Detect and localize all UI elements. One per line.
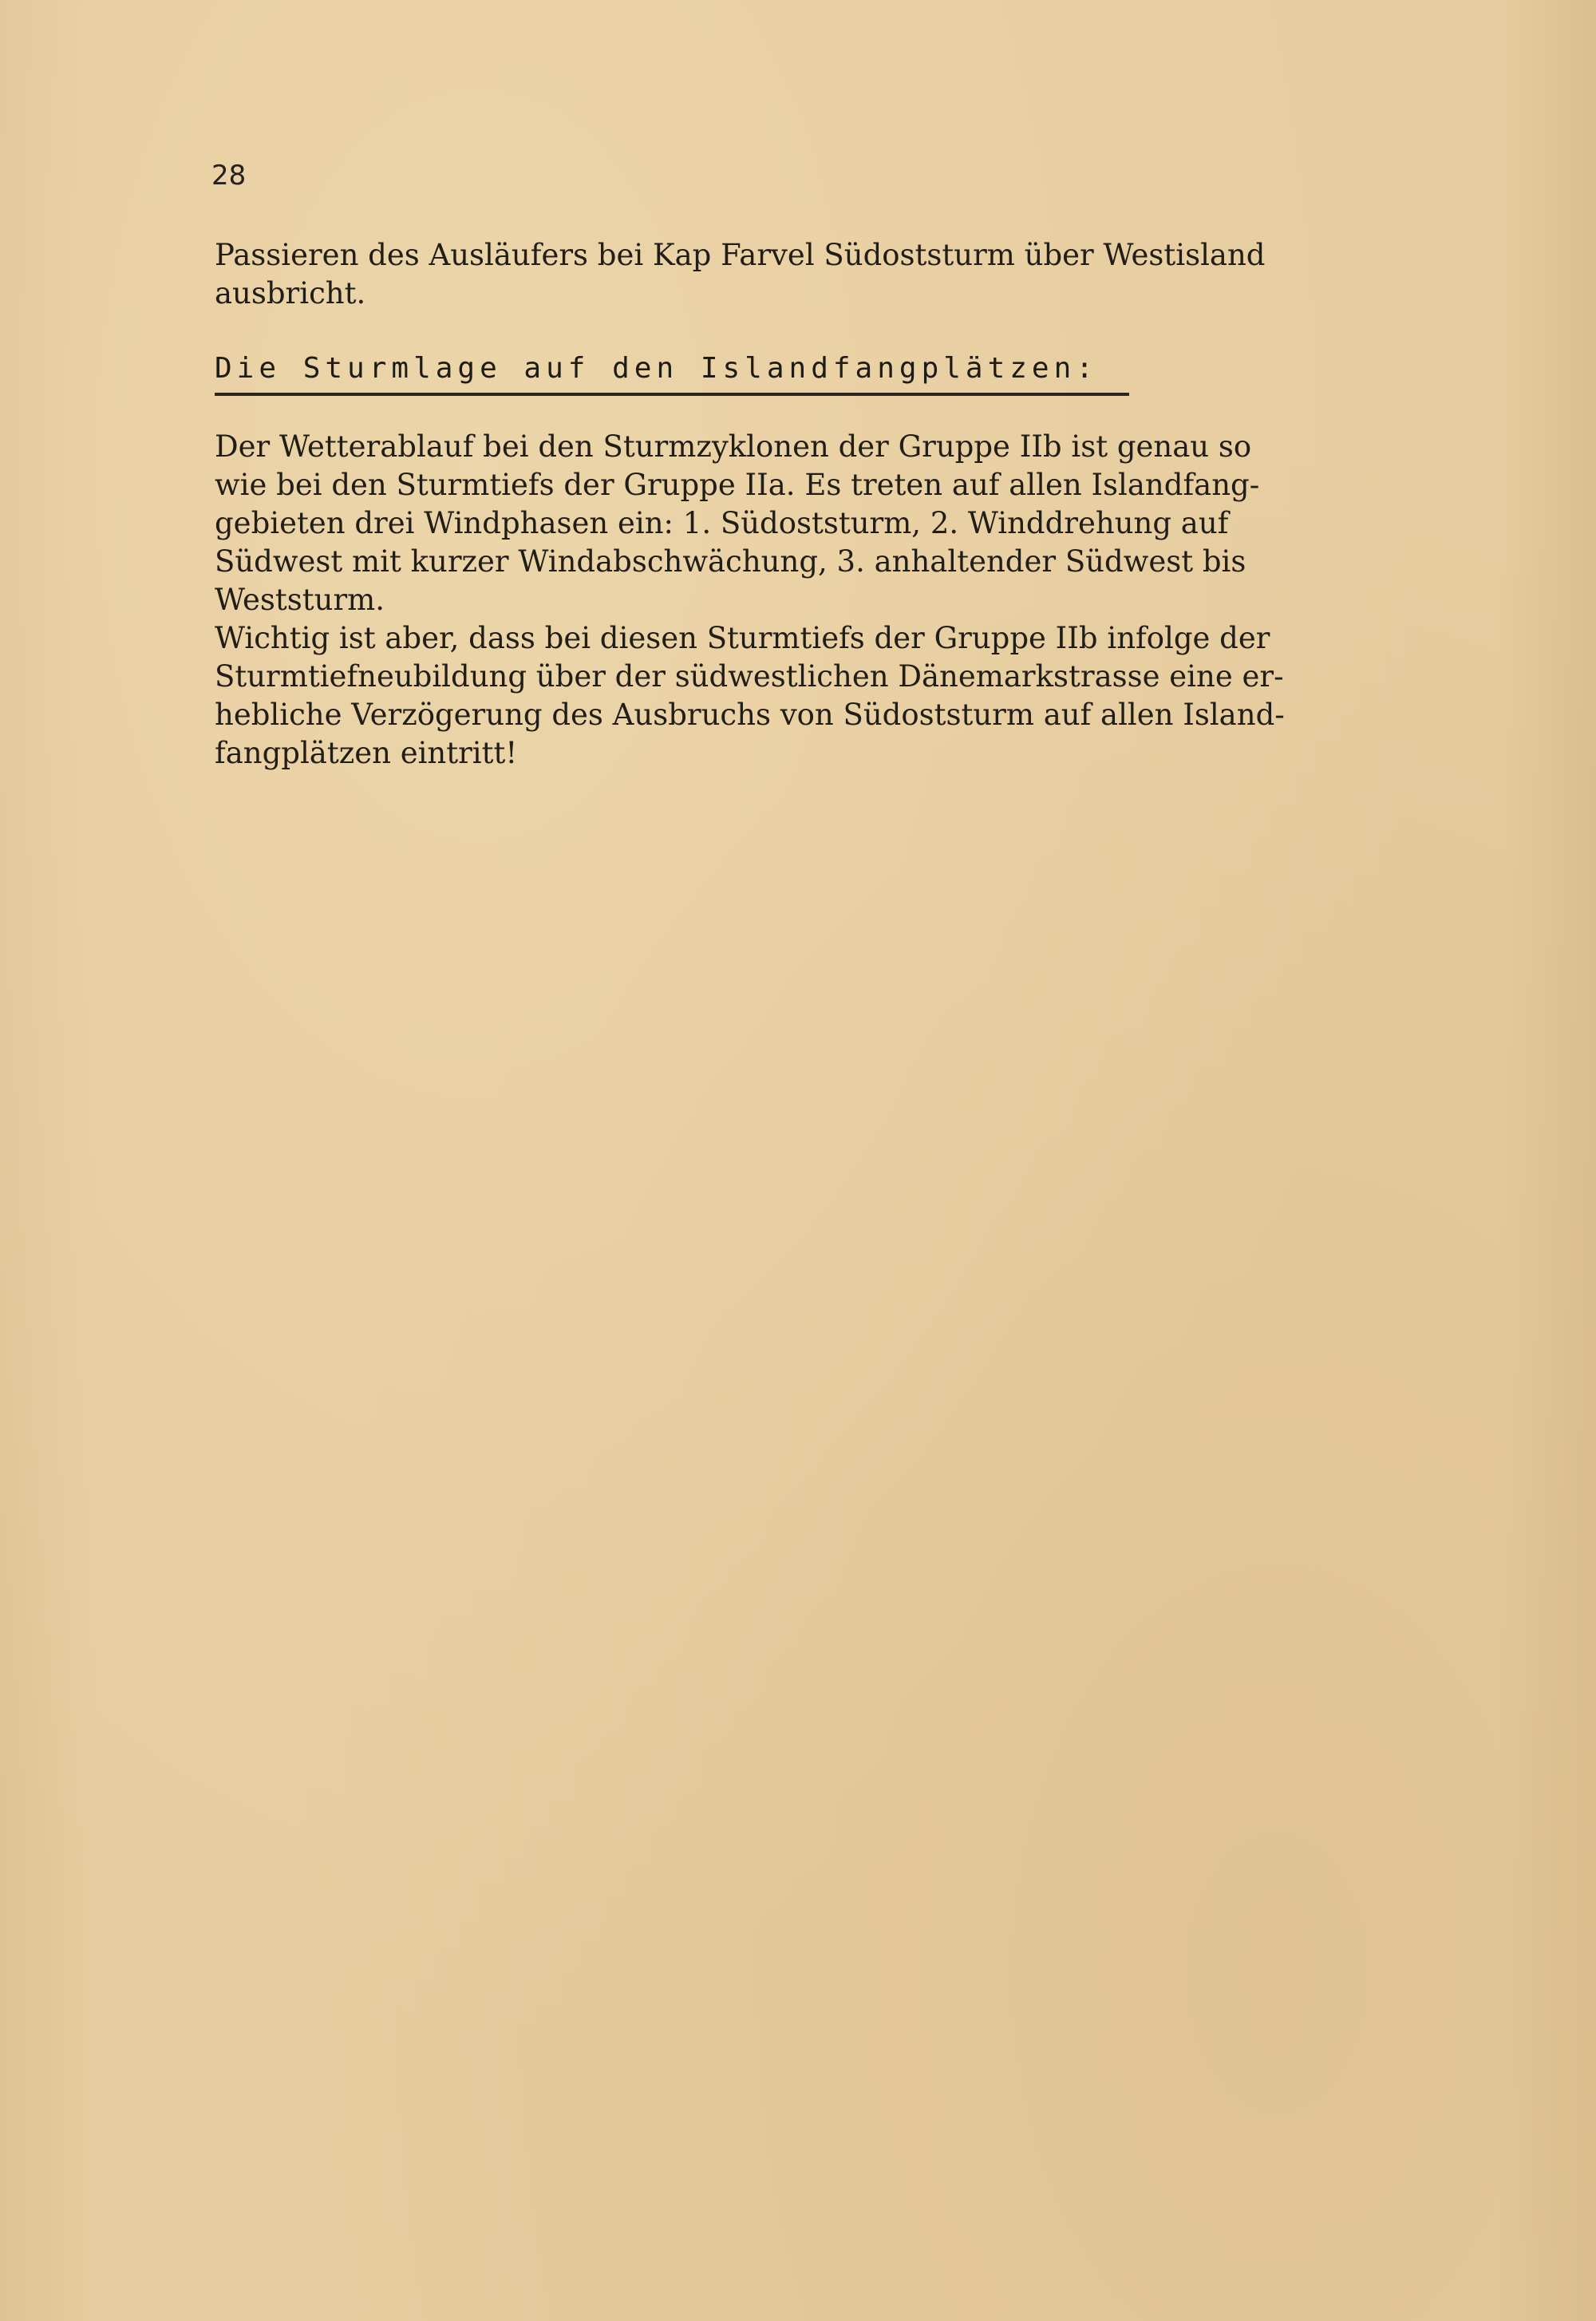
text-line: ausbricht. bbox=[215, 276, 366, 310]
paragraph-important-note bbox=[215, 619, 1412, 773]
section-heading: Die Sturmlage auf den Islandfangplätzen: bbox=[215, 352, 1098, 385]
text-line: Der Wetterablauf bei den Sturmzyklonen der Gruppe IIb ist genau so bbox=[215, 429, 1252, 464]
page-number: 28 bbox=[211, 160, 247, 192]
text-line: Südwest mit kurzer Windabschwächung, 3. anhaltender Südwest bis bbox=[215, 544, 1246, 579]
text-line: gebieten drei Windphasen ein: 1. Südoststurm, 2. Winddrehung auf bbox=[215, 506, 1229, 540]
text-line: Weststurm. bbox=[215, 583, 385, 617]
heading-underline bbox=[215, 393, 1129, 396]
text-line: fangplätzen eintritt! bbox=[215, 736, 518, 770]
text-line: hebliche Verzögerung des Ausbruchs von Südoststurm auf allen Island- bbox=[215, 698, 1285, 732]
paragraph-weather-sequence bbox=[215, 428, 1412, 619]
text-line: Wichtig ist aber, dass bei diesen Sturmtiefs der Gruppe IIb infolge der bbox=[215, 621, 1270, 655]
text-line: Sturmtiefneubildung über der südwestlichen Dänemarkstrasse eine er- bbox=[215, 659, 1284, 694]
text-line: Passieren des Ausläufers bei Kap Farvel Südoststurm über Westisland bbox=[215, 238, 1266, 272]
intro-paragraph bbox=[215, 236, 1412, 313]
text-line: wie bei den Sturmtiefs der Gruppe IIa. Es treten auf allen Islandfang- bbox=[215, 468, 1260, 502]
